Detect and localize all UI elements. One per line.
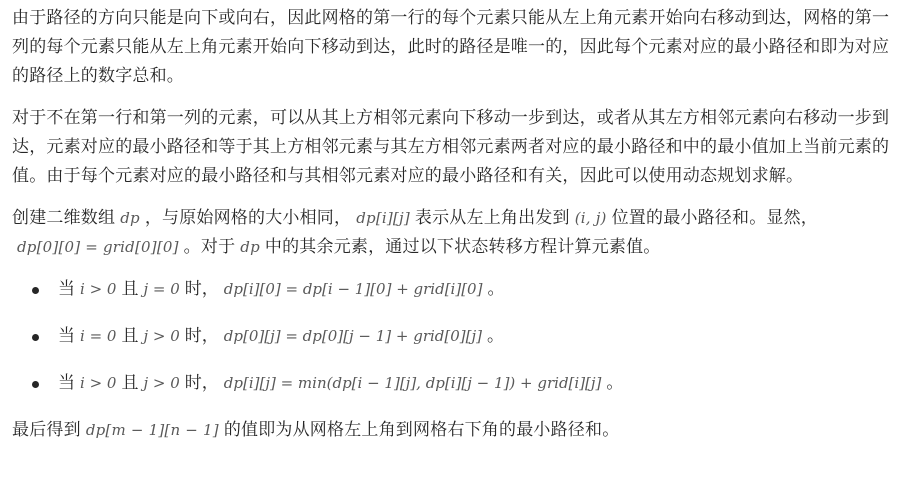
math-final-cell: dp[m − 1][n − 1] [85, 421, 219, 439]
math-condition: j = 0 [143, 280, 180, 298]
text: 且 [121, 279, 139, 299]
text: 且 [121, 326, 139, 346]
list-item [42, 275, 893, 304]
math-condition: i = 0 [80, 327, 117, 345]
list-item [42, 322, 893, 351]
paragraph-2: 对于不在第一行和第一列的元素，可以从其上方相邻元素向下移动一步到达，或者从其左方相邻元素向右移动一步到达，元素对应的最小路径和等于其上方相邻元素与其左方相邻元素两者对应的最小路径和中的最小值加上当前元素的值。由于每个元素对应的最小路径和与其相邻元素对应的最小路径和有关，因此可以使用动态规划求解。 [12, 108, 890, 186]
transition-list [12, 275, 893, 398]
math-dp: dp [240, 238, 260, 256]
math-dp-i-j: dp[i][j] [356, 209, 410, 227]
text: 位置的最小路径和。显然， [611, 208, 818, 228]
text: 。 [487, 326, 505, 346]
text: 时， [184, 373, 219, 393]
list-item [42, 369, 893, 398]
text: 的值即为从网格左上角到网格右下角的最小路径和。 [223, 420, 620, 440]
paragraph-4 [12, 416, 893, 445]
bullet-icon [32, 334, 39, 341]
text: 中的其余元素，通过以下状态转移方程计算元素值。 [264, 237, 661, 257]
math-initial-condition: dp[0][0] = grid[0][0] [17, 238, 179, 256]
text: 创建二维数组 [12, 208, 116, 228]
math-formula: dp[0][j] = dp[0][j − 1] + grid[0][j] [223, 327, 483, 345]
math-condition: i > 0 [80, 374, 117, 392]
math-condition: j > 0 [143, 374, 180, 392]
math-formula: dp[i][j] = min(dp[i − 1][j], dp[i][j − 1]) + grid[i][j] [223, 374, 602, 392]
math-condition: i > 0 [80, 280, 117, 298]
text: ，与原始网格的大小相同， [144, 208, 352, 228]
math-i-j: (i, j) [574, 209, 607, 227]
text: 时， [184, 279, 219, 299]
text: 表示从左上角出发到 [414, 208, 570, 228]
text: 时， [184, 326, 219, 346]
text: 。对于 [183, 237, 236, 257]
text: 当 [58, 373, 75, 393]
bullet-icon [32, 381, 39, 388]
text: 最后得到 [12, 420, 81, 440]
text: 且 [121, 373, 139, 393]
text: 。 [606, 373, 624, 393]
math-condition: j > 0 [143, 327, 180, 345]
paragraph-1: 由于路径的方向只能是向下或向右，因此网格的第一行的每个元素只能从左上角元素开始向右移动到达，网格的第一列的每个元素只能从左上角元素开始向下移动到达，此时的路径是唯一的，因此每个元素对应的最小路径和即为对应的路径上的数字总和。 [12, 8, 890, 86]
text: 当 [58, 326, 75, 346]
bullet-icon [32, 287, 39, 294]
text: 当 [58, 279, 75, 299]
paragraph-3 [12, 204, 893, 262]
math-dp: dp [120, 209, 140, 227]
math-formula: dp[i][0] = dp[i − 1][0] + grid[i][0] [223, 280, 483, 298]
text: 。 [487, 279, 505, 299]
